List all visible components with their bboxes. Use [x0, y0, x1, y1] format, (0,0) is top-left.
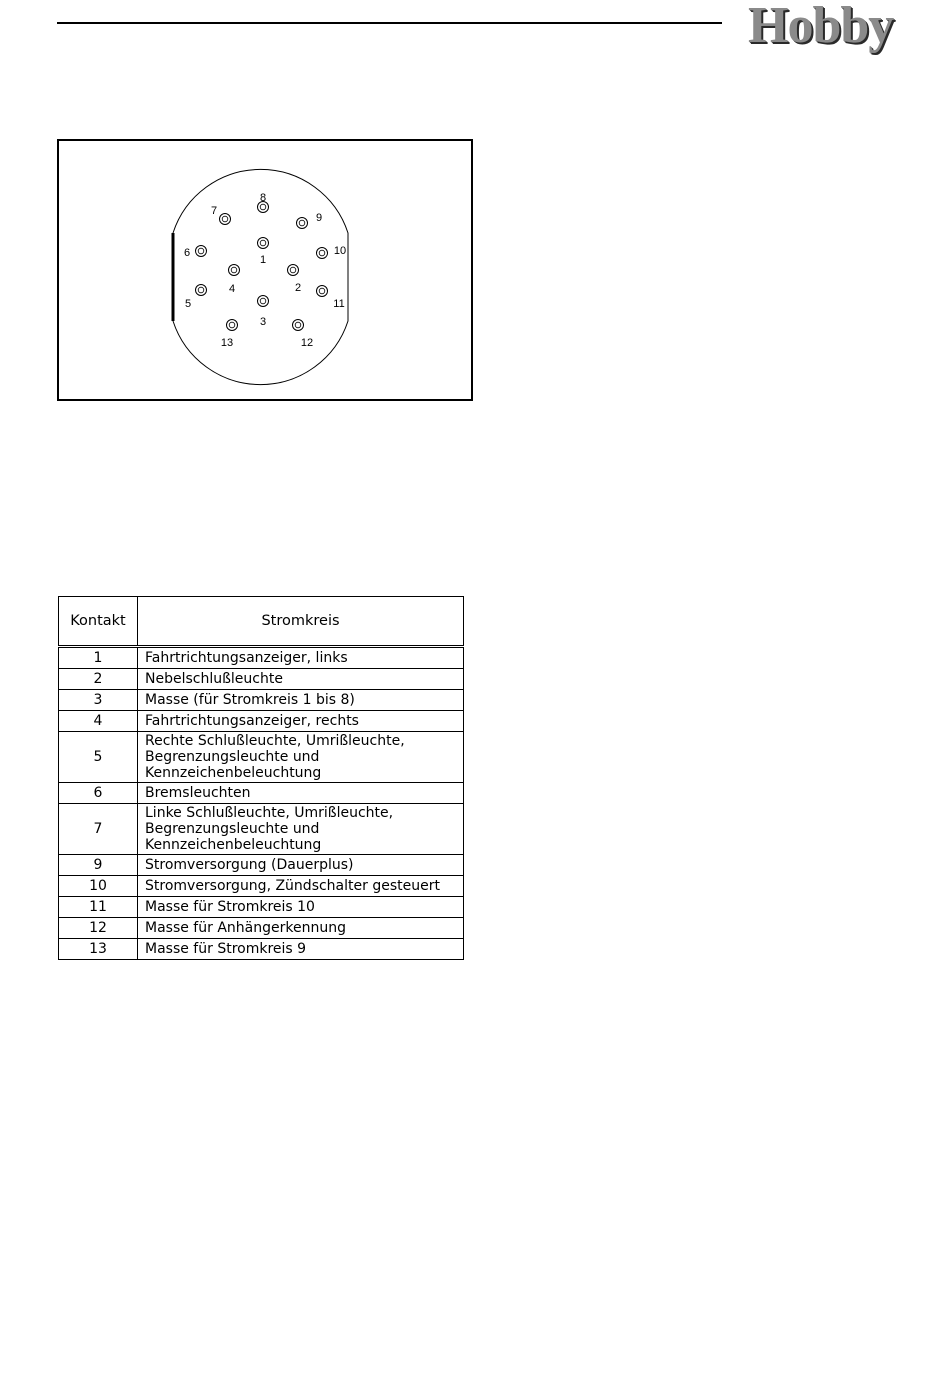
hobby-logo: Hobby [748, 0, 894, 54]
contact-table [58, 596, 464, 960]
kontakt-cell: 1 [59, 647, 138, 669]
kontakt-cell: 2 [59, 669, 138, 690]
kontakt-cell: 4 [59, 711, 138, 732]
pin-9 [297, 218, 308, 229]
pin-7 [220, 214, 231, 225]
pin-11 [317, 286, 328, 297]
pin-13-inner [229, 322, 235, 328]
table-row [59, 939, 464, 960]
pin-5 [196, 285, 207, 296]
pin-4-inner [231, 267, 237, 273]
stromkreis-cell: Bremsleuchten [138, 783, 464, 804]
stromkreis-cell: Masse für Anhängerkennung [138, 918, 464, 939]
pin-5-inner [198, 287, 204, 293]
stromkreis-cell: Stromversorgung (Dauerplus) [138, 855, 464, 876]
pin-group [184, 192, 346, 349]
pin-1-inner [260, 240, 266, 246]
pin-label-6: 6 [183, 246, 191, 259]
stromkreis-cell: Masse für Stromkreis 9 [138, 939, 464, 960]
pin-label-8: 8 [259, 191, 267, 204]
kontakt-cell: 3 [59, 690, 138, 711]
pin-10 [317, 248, 328, 259]
pin-label-1: 1 [259, 253, 267, 266]
kontakt-cell: 11 [59, 897, 138, 918]
kontakt-cell: 13 [59, 939, 138, 960]
pin-9-inner [299, 220, 305, 226]
pin-3 [258, 296, 269, 307]
pin-11-inner [319, 288, 325, 294]
pin-12-inner [295, 322, 301, 328]
stromkreis-cell: Nebelschlußleuchte [138, 669, 464, 690]
header-rule [57, 22, 722, 24]
pin-label-13: 13 [220, 336, 234, 349]
pin-label-9: 9 [315, 211, 323, 224]
table-row [59, 897, 464, 918]
table-row [59, 647, 464, 669]
stromkreis-cell: Masse für Stromkreis 10 [138, 897, 464, 918]
table-row [59, 732, 464, 783]
kontakt-cell: 9 [59, 855, 138, 876]
kontakt-cell: 7 [59, 804, 138, 855]
kontakt-cell: 6 [59, 783, 138, 804]
table-row [59, 918, 464, 939]
stromkreis-cell: Masse (für Stromkreis 1 bis 8) [138, 690, 464, 711]
pin-2 [288, 265, 299, 276]
kontakt-cell: 12 [59, 918, 138, 939]
pin-label-3: 3 [259, 315, 267, 328]
table-row [59, 855, 464, 876]
kontakt-cell: 5 [59, 732, 138, 783]
pin-12 [293, 320, 304, 331]
table-row [59, 690, 464, 711]
pin-1 [258, 238, 269, 249]
pin-8-inner [260, 204, 266, 210]
pin-label-10: 10 [333, 244, 347, 257]
header-kontakt: Kontakt [59, 597, 138, 647]
socket-diagram [57, 139, 473, 401]
stromkreis-cell: Stromversorgung, Zündschalter gesteuert [138, 876, 464, 897]
pin-4 [229, 265, 240, 276]
table-row [59, 783, 464, 804]
socket-drawing [59, 141, 471, 399]
stromkreis-cell: Fahrtrichtungsanzeiger, rechts [138, 711, 464, 732]
table-header-row [59, 597, 464, 647]
pin-6-inner [198, 248, 204, 254]
pin-label-2: 2 [294, 281, 302, 294]
pin-7-inner [222, 216, 228, 222]
pin-10-inner [319, 250, 325, 256]
pin-label-7: 7 [210, 204, 218, 217]
pin-13 [227, 320, 238, 331]
pin-label-12: 12 [300, 336, 314, 349]
pin-3-inner [260, 298, 266, 304]
pin-label-5: 5 [184, 297, 192, 310]
table-row [59, 876, 464, 897]
pin-label-4: 4 [228, 282, 236, 295]
pin-2-inner [290, 267, 296, 273]
stromkreis-cell: Fahrtrichtungsanzeiger, links [138, 647, 464, 669]
table-row [59, 804, 464, 855]
table-row [59, 669, 464, 690]
pin-label-11: 11 [333, 297, 345, 310]
pin-6 [196, 246, 207, 257]
stromkreis-cell: Rechte Schlußleuchte, Umrißleuchte, Begrenzungsleuchte und Kennzeichenbeleuchtung [138, 732, 464, 783]
stromkreis-cell: Linke Schlußleuchte, Umrißleuchte, Begrenzungsleuchte und Kennzeichenbeleuchtung [138, 804, 464, 855]
kontakt-cell: 10 [59, 876, 138, 897]
table-row [59, 711, 464, 732]
header-stromkreis: Stromkreis [138, 597, 464, 647]
